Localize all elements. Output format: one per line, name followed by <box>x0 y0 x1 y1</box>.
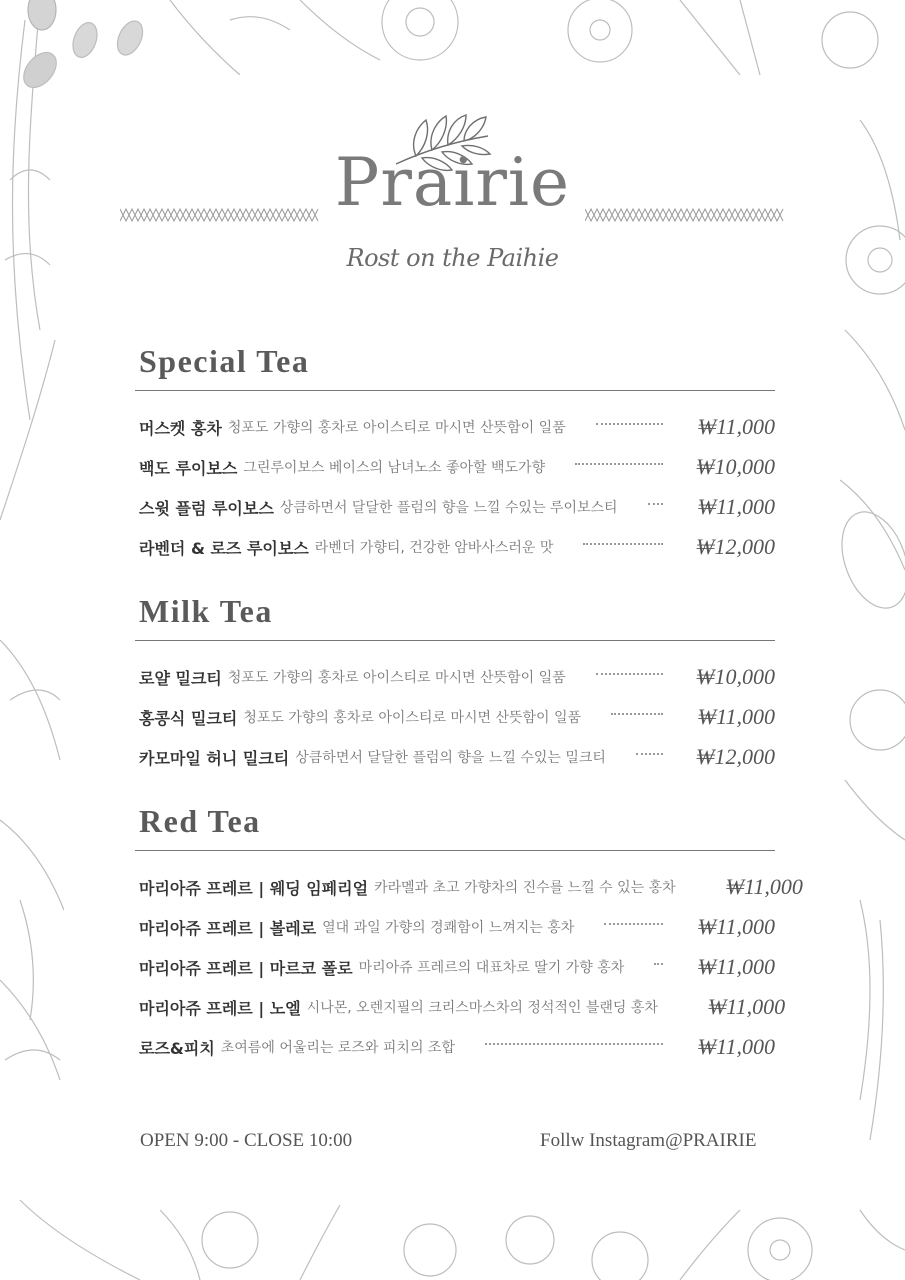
dot-leader <box>485 1042 663 1045</box>
dot-leader <box>648 502 663 505</box>
section-milk-tea <box>135 592 775 777</box>
item-price: ₩11,000 <box>707 994 786 1019</box>
item-name: 머스켓 홍차 <box>139 418 222 438</box>
item-description: 시나몬, 오렌지필의 크리스마스차의 정석적인 블랜딩 홍차 <box>306 1000 658 1016</box>
item-name: 마리아쥬 프레르 | 노엘 <box>139 998 301 1018</box>
item-description: 라벤더 가향티, 건강한 암바사스러운 맛 <box>314 540 554 556</box>
item-description: 청포도 가향의 홍차로 아이스티로 마시면 산뜻함이 일품 <box>227 670 566 686</box>
section-divider <box>135 390 775 391</box>
menu-item <box>135 907 775 947</box>
item-name: 라벤더 & 로즈 루이보스 <box>139 538 309 558</box>
dot-leader <box>596 422 663 425</box>
item-description: 열대 과일 가향의 경쾌함이 느껴지는 홍차 <box>322 920 575 936</box>
item-name: 홍콩식 밀크티 <box>139 708 238 728</box>
item-price: ₩11,000 <box>697 704 775 729</box>
instagram-handle: Follw Instagram@PRAIRIE <box>540 1130 757 1151</box>
item-price: ₩11,000 <box>697 914 775 939</box>
item-price: ₩11,000 <box>697 494 775 519</box>
item-price: ₩10,000 <box>696 664 775 689</box>
menu-item <box>135 697 775 737</box>
dot-leader <box>654 962 663 965</box>
item-description: 상큼하면서 달달한 플럼의 향을 느낄 수있는 루이보스티 <box>279 500 618 516</box>
dot-leader <box>636 752 663 755</box>
menu-item <box>135 447 775 487</box>
item-name: 마리아쥬 프레르 | 웨딩 임페리얼 <box>139 878 369 898</box>
item-price: ₩11,000 <box>725 874 803 899</box>
section-title: Special Tea <box>139 343 310 379</box>
item-price: ₩12,000 <box>696 744 775 769</box>
menu-item <box>135 737 775 777</box>
section-divider <box>135 640 775 641</box>
menu-item <box>135 1027 775 1067</box>
menu-header <box>0 0 905 300</box>
item-price: ₩11,000 <box>697 954 775 979</box>
item-name: 백도 루이보스 <box>139 458 238 478</box>
item-description: 청포도 가향의 홍차로 아이스티로 마시면 산뜻함이 일품 <box>243 710 582 726</box>
item-description: 카라멜과 초고 가향차의 진수를 느낄 수 있는 홍차 <box>374 880 676 896</box>
dot-leader <box>575 462 663 465</box>
section-special-tea <box>135 342 775 567</box>
item-name: 스윗 플럼 루이보스 <box>139 498 274 518</box>
opening-hours: OPEN 9:00 - CLOSE 10:00 <box>140 1130 353 1151</box>
item-description: 상큼하면서 달달한 플럼의 향을 느낄 수있는 밀크티 <box>295 750 606 766</box>
item-description: 마리아쥬 프레르의 대표차로 딸기 가향 홍차 <box>358 960 625 976</box>
section-red-tea <box>135 802 803 1067</box>
item-price: ₩11,000 <box>697 414 775 439</box>
item-description: 초여름에 어울리는 로즈와 피치의 조합 <box>220 1040 455 1056</box>
menu-item <box>135 987 786 1027</box>
menu-item <box>135 867 803 907</box>
item-name: 마리아쥬 프레르 | 볼레로 <box>139 918 317 938</box>
item-name: 로얄 밀크티 <box>139 668 222 688</box>
dot-leader <box>596 672 663 675</box>
dot-leader <box>583 542 663 545</box>
menu-item <box>135 487 775 527</box>
item-description: 청포도 가향의 홍차로 아이스티로 마시면 산뜻함이 일품 <box>227 420 566 436</box>
menu-item <box>135 527 775 567</box>
dot-leader <box>604 922 663 925</box>
section-title: Milk Tea <box>139 593 273 629</box>
item-price: ₩12,000 <box>696 534 775 559</box>
item-name: 로즈&피치 <box>139 1038 215 1058</box>
menu-item <box>135 407 775 447</box>
brand-subtitle: Rost on the Paihie <box>346 244 559 272</box>
menu-item <box>135 947 775 987</box>
menu-item <box>135 657 775 697</box>
item-name: 카모마일 허니 밀크티 <box>139 748 290 768</box>
brand-title: Prairie <box>334 144 571 221</box>
section-divider <box>135 850 775 851</box>
item-description: 그린루이보스 베이스의 남녀노소 좋아할 백도가향 <box>243 460 546 476</box>
section-title: Red Tea <box>139 803 261 839</box>
item-price: ₩11,000 <box>697 1034 775 1059</box>
item-price: ₩10,000 <box>696 454 775 479</box>
dot-leader <box>611 712 663 715</box>
item-name: 마리아쥬 프레르 | 마르코 폴로 <box>139 958 353 978</box>
